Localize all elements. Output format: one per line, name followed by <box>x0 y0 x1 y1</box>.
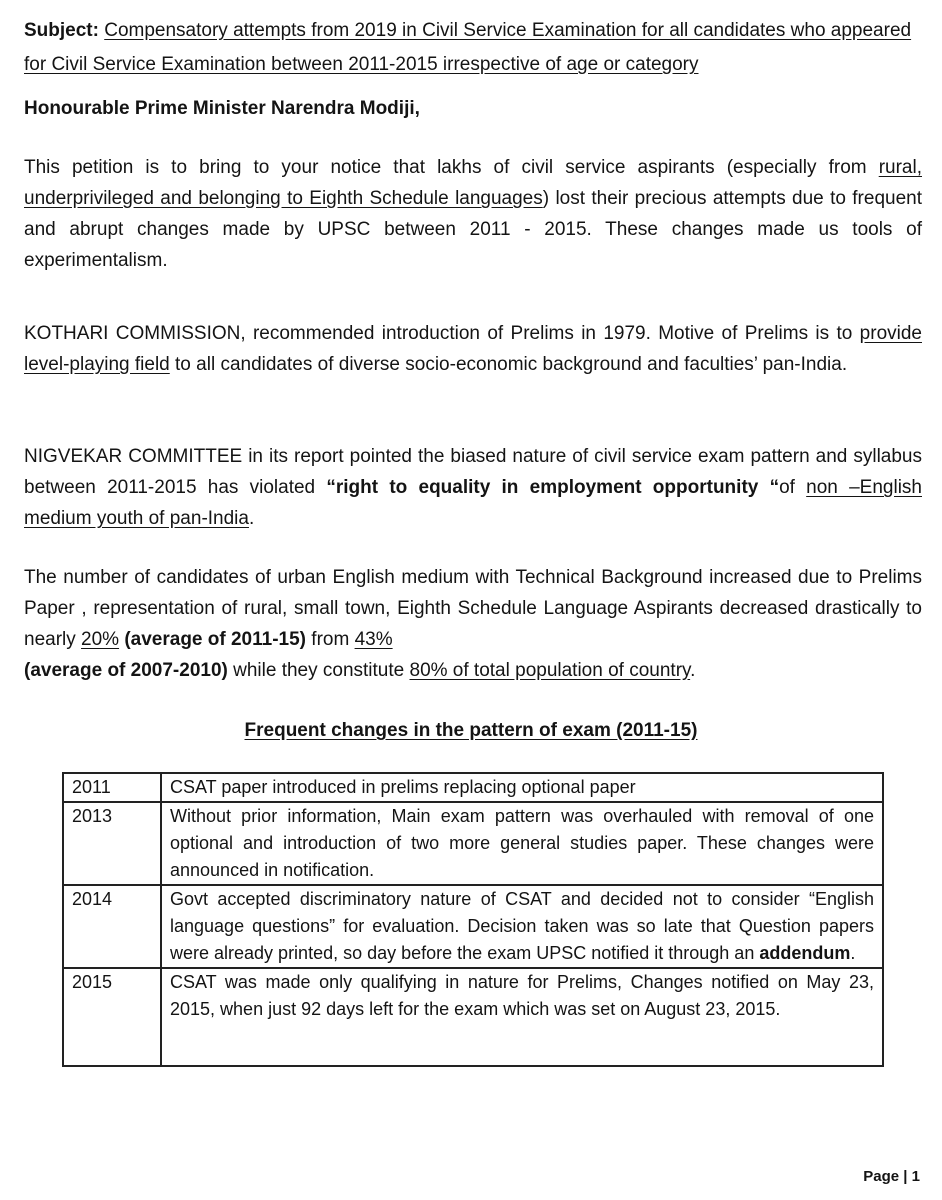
year-cell: 2013 <box>63 802 161 885</box>
underlined-text: 80% of total population of country <box>409 660 691 681</box>
bold-text: (average of 2007-2010) <box>24 660 228 681</box>
text-span: to all candidates of diverse socio-economic background and faculties’ pan-India. <box>169 354 848 375</box>
text-span: . <box>248 508 255 529</box>
text-span: . <box>850 943 856 963</box>
exam-changes-table <box>62 772 884 1067</box>
year-cell: 2015 <box>63 968 161 1066</box>
year-cell: 2011 <box>63 773 161 802</box>
bold-text: addendum <box>759 943 851 963</box>
subject-label: Subject: <box>24 20 99 41</box>
text-span: This petition is to bring to your notice that lakhs of civil service aspirants (especially from <box>24 157 879 178</box>
text-span: ) lost their precious attempts due to frequent and abrupt changes made by UPSC between 2011 - 2015. These changes made us tools of experimentalism. <box>24 188 922 271</box>
change-cell: CSAT paper introduced in prelims replacing optional paper <box>161 773 883 802</box>
bold-text: (average of 2011-15) <box>119 629 307 650</box>
text-span: of <box>779 477 807 498</box>
underlined-text: rural, underprivileged and belonging to Eighth Schedule languages <box>24 157 922 209</box>
text-span: while they constitute <box>227 660 410 681</box>
year-cell: 2014 <box>63 885 161 968</box>
underlined-text: non –English medium youth of pan-India <box>24 477 922 529</box>
text-span: The number of candidates of urban English medium with Technical Background increased due to Prelims Paper , representation of rural, small town, Eighth Schedule Language Aspirants decreased drastically to nearly <box>24 567 922 650</box>
paragraph-candidate-statistics <box>24 562 922 686</box>
page-number: Page | 1 <box>863 1168 920 1185</box>
paragraph-petition-intro <box>24 152 922 276</box>
table-row <box>63 773 883 802</box>
text-span: Govt accepted discriminatory nature of CSAT and decided not to consider “English language questions” for evaluation. Decision taken was so late that Question papers were already printed, so day before the exam UPSC notified it through an <box>170 889 874 963</box>
text-span: KOTHARI COMMISSION, recommended introduction of Prelims in 1979. Motive of Prelims is to <box>24 323 860 344</box>
paragraph-nigvekar-committee <box>24 441 922 534</box>
text-span: . <box>690 660 696 681</box>
table-title: Frequent changes in the pattern of exam (2011-15) <box>244 720 698 741</box>
underlined-text: provide level-playing field <box>24 323 922 375</box>
change-cell <box>161 885 883 968</box>
change-cell: CSAT was made only qualifying in nature for Prelims, Changes notified on May 23, 2015, when just 92 days left for the exam which was set on August 23, 2015. <box>161 968 883 1066</box>
table-row <box>63 802 883 885</box>
bold-text: “right to equality in employment opportunity “ <box>326 477 780 498</box>
subject-line <box>24 14 918 82</box>
underlined-text: 43% <box>354 629 393 650</box>
subject-text: Compensatory attempts from 2019 in Civil Service Examination for all candidates who appeared for Civil Service Examination between 2011-2015 irrespective of age or category <box>24 20 912 75</box>
table-row <box>63 968 883 1066</box>
table-row <box>63 885 883 968</box>
salutation: Honourable Prime Minister Narendra Modiji, <box>24 98 420 119</box>
text-span: from <box>306 629 355 650</box>
change-cell: Without prior information, Main exam pattern was overhauled with removal of one optional and introduction of two more general studies paper. These changes were announced in notification. <box>161 802 883 885</box>
text-span: NIGVEKAR COMMITTEE in its report pointed the biased nature of civil service exam pattern and syllabus between 2011-2015 has violated <box>24 446 922 498</box>
underlined-text: 20% <box>81 629 120 650</box>
paragraph-kothari-commission <box>24 318 922 380</box>
